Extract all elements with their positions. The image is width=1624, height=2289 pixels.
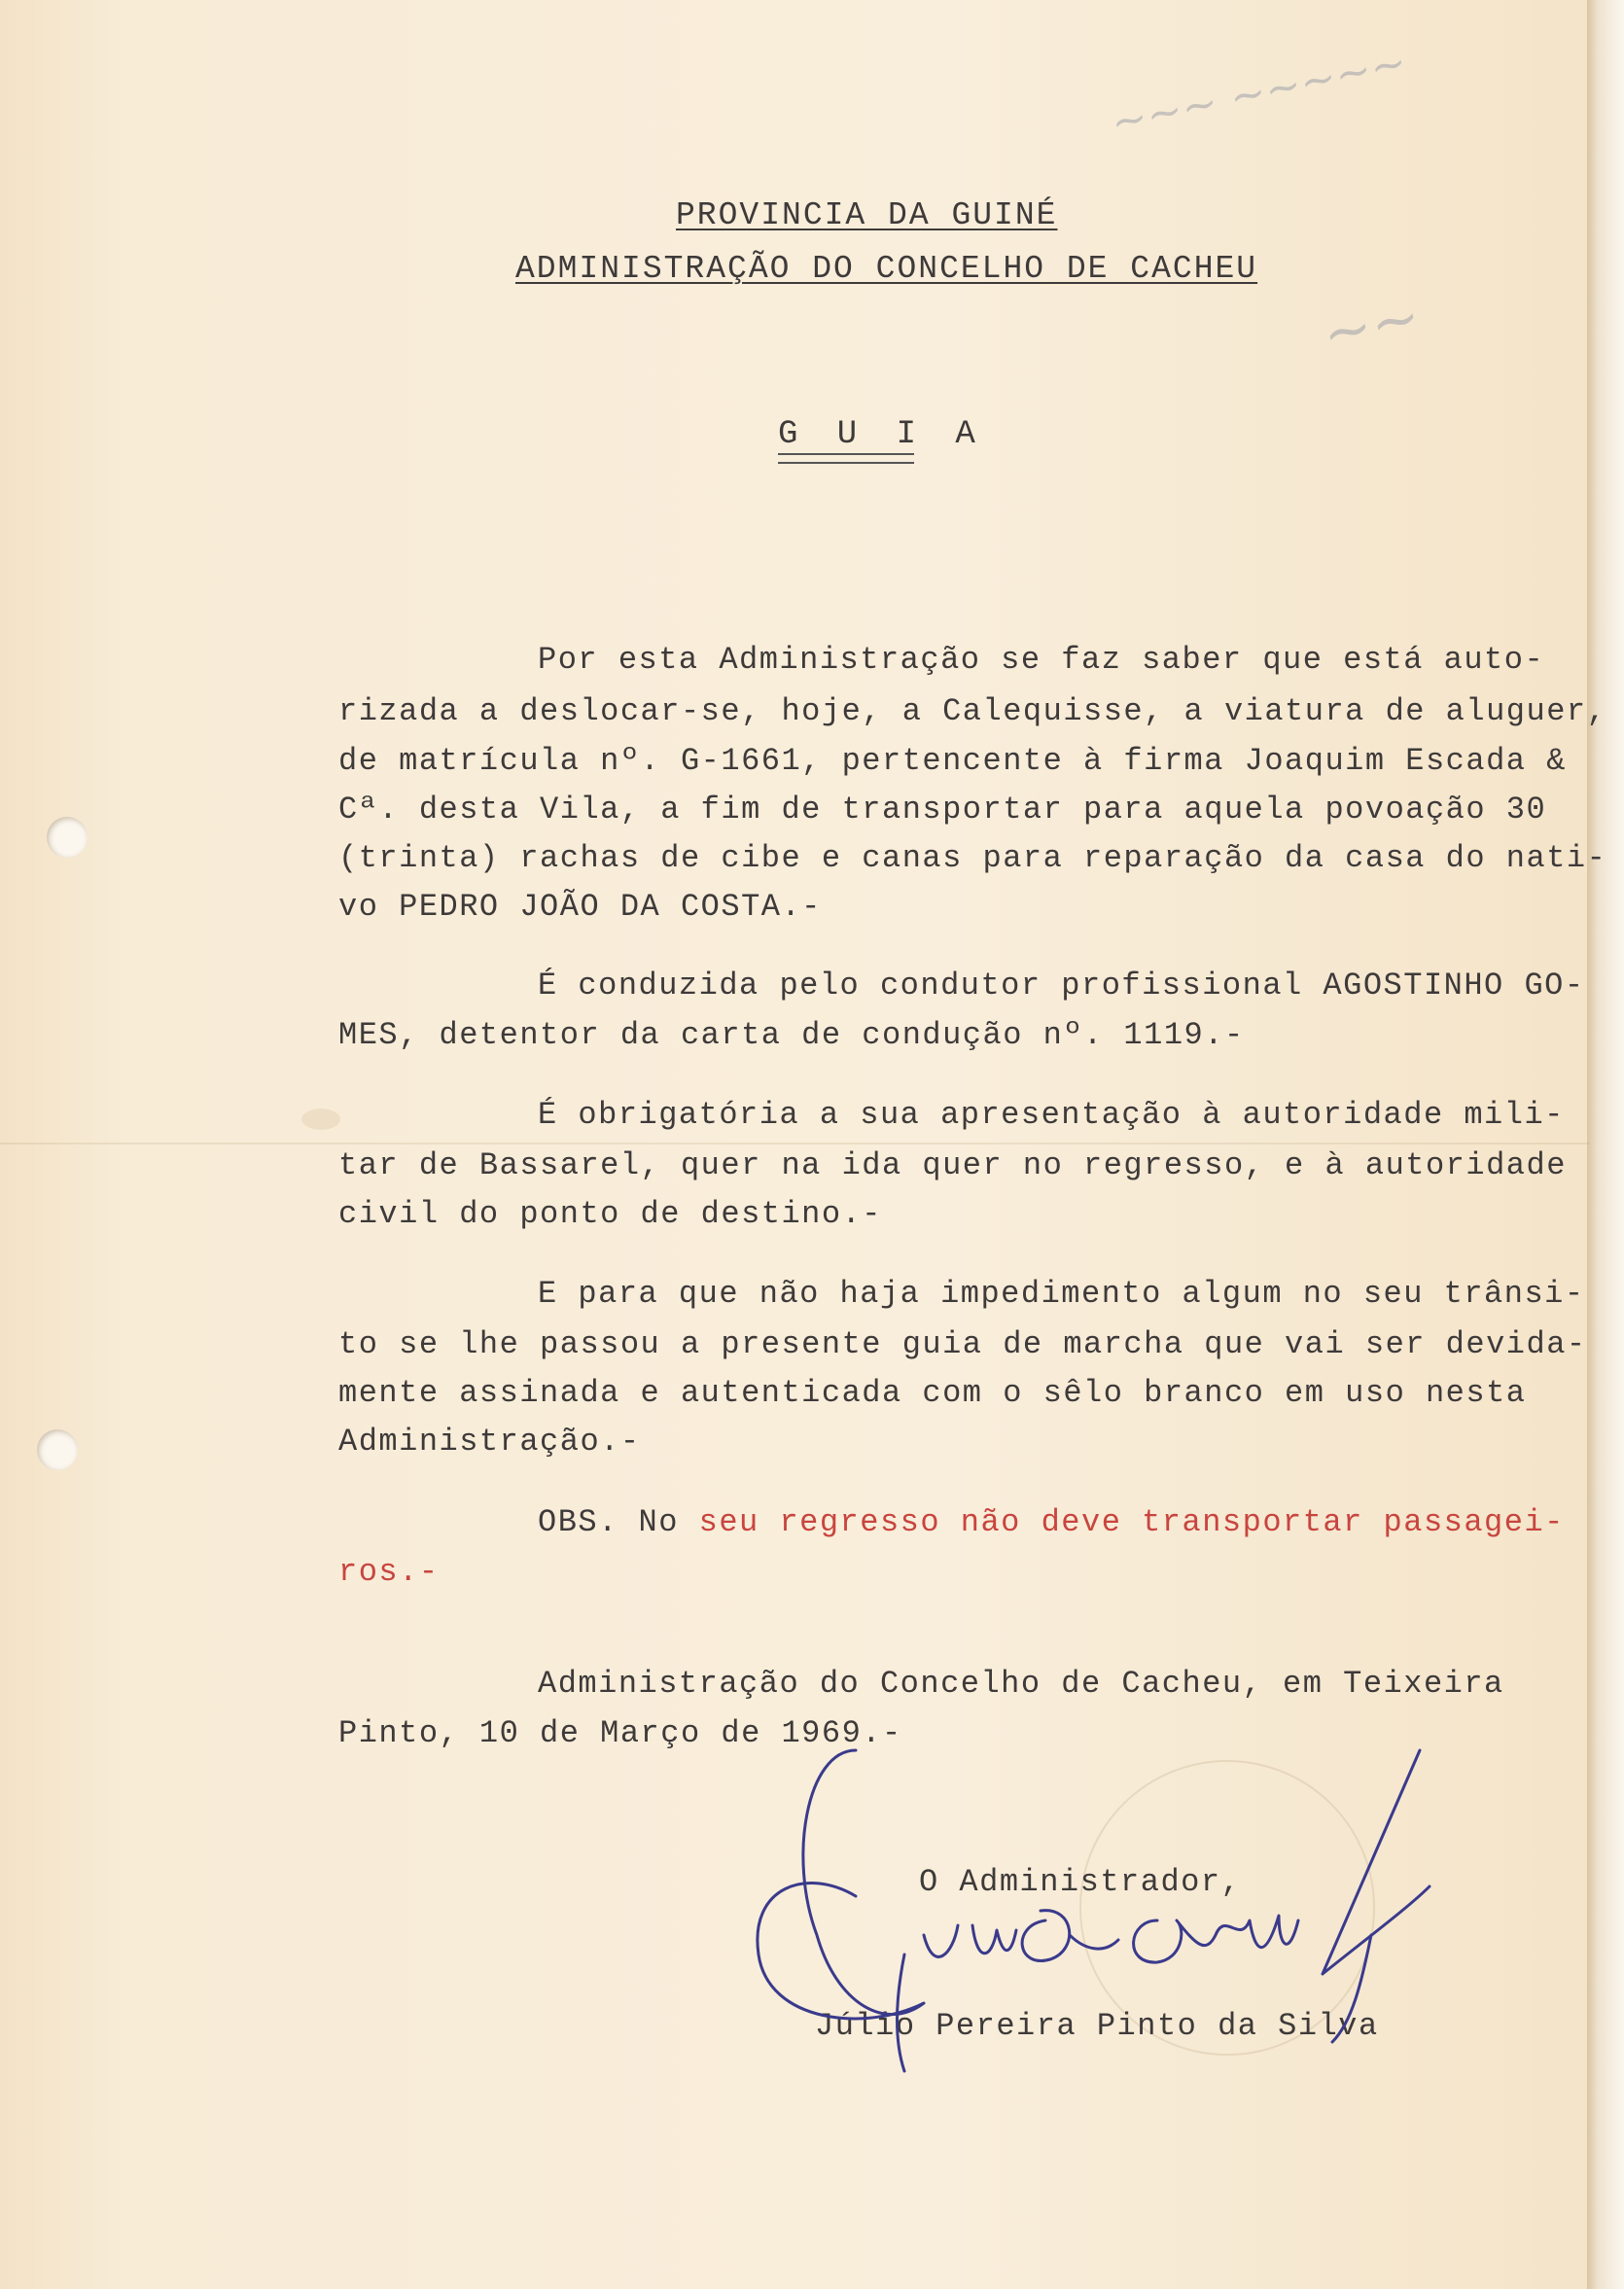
paragraph-2-line-2: MES, detentor da carta de condução nº. 1119.-	[338, 1017, 1245, 1053]
obs-word-no: No	[638, 1504, 679, 1540]
paragraph-4-line-1: E para que não haja impedimento algum no seu trânsi-	[538, 1276, 1585, 1312]
paragraph-1-line-1: Por esta Administração se faz saber que está auto-	[538, 642, 1545, 678]
paragraph-4-line-3: mente assinada e autenticada com o sêlo branco em uso nesta	[338, 1375, 1527, 1411]
obs-label: OBS.	[538, 1504, 618, 1540]
paragraph-1-line-2: rizada a deslocar-se, hoje, a Calequisse, a viatura de aluguer,	[338, 693, 1607, 729]
document-title: G U I A	[778, 416, 985, 453]
paragraph-2-line-1: É conduzida pelo condutor profissional AGOSTINHO GO-	[538, 968, 1585, 1004]
fold-line	[0, 1143, 1590, 1144]
pencil-initials: ~~	[1316, 282, 1427, 370]
paragraph-1-line-5: (trinta) rachas de cibe e canas para reparação da casa do nati-	[338, 840, 1607, 876]
paragraph-3-line-3: civil do ponto de destino.-	[338, 1196, 882, 1232]
obs-red-text: seu regresso não deve transportar passagei-	[698, 1504, 1565, 1540]
signature-stroke-d	[1022, 1911, 1118, 1961]
obs-line-2: ros.-	[338, 1554, 440, 1590]
paragraph-1-line-4: Cª. desta Vila, a fim de transportar para aquela povoação 30	[338, 792, 1547, 828]
signature-stroke-julio	[924, 1925, 1016, 1956]
paragraph-1-line-6: vo PEDRO JOÃO DA COSTA.-	[338, 889, 822, 925]
paragraph-3-line-2: tar de Bassarel, quer na ida quer no regresso, e à autoridade	[338, 1147, 1567, 1183]
signatory-name: Júlio Pereira Pinto da Silva	[815, 2008, 1379, 2044]
paragraph-4-line-4: Administração.-	[338, 1424, 641, 1460]
paper-edge	[1587, 0, 1624, 2289]
paragraph-4-line-2: to se lhe passou a presente guia de marcha que vai ser devida-	[338, 1326, 1587, 1362]
signature-stroke-surname	[1134, 1916, 1298, 1962]
closing-line-2: Pinto, 10 de Março de 1969.-	[338, 1715, 902, 1751]
header-province: PROVINCIA DA GUINÉ	[676, 197, 1058, 233]
handwritten-signature	[749, 1711, 1449, 2091]
paper-stain	[301, 1109, 340, 1130]
signature-stroke-flourish	[1323, 1750, 1430, 1974]
title-double-underline	[778, 453, 914, 464]
signature-role: O Administrador,	[919, 1864, 1242, 1900]
paragraph-1-line-3: de matrícula nº. G-1661, pertencente à firma Joaquim Escada &	[338, 743, 1567, 779]
obs-line-1	[538, 1504, 1565, 1540]
punch-hole-bottom	[37, 1429, 78, 1470]
paragraph-3-line-1: É obrigatória a sua apresentação à autoridade mili-	[538, 1097, 1565, 1133]
closing-line-1: Administração do Concelho de Cacheu, em Teixeira	[538, 1666, 1504, 1702]
punch-hole-top	[47, 817, 88, 858]
pencil-annotation-top: ~~~ ~~~~~	[1107, 37, 1411, 149]
header-administration: ADMINISTRAÇÃO DO CONCELHO DE CACHEU	[515, 251, 1258, 287]
